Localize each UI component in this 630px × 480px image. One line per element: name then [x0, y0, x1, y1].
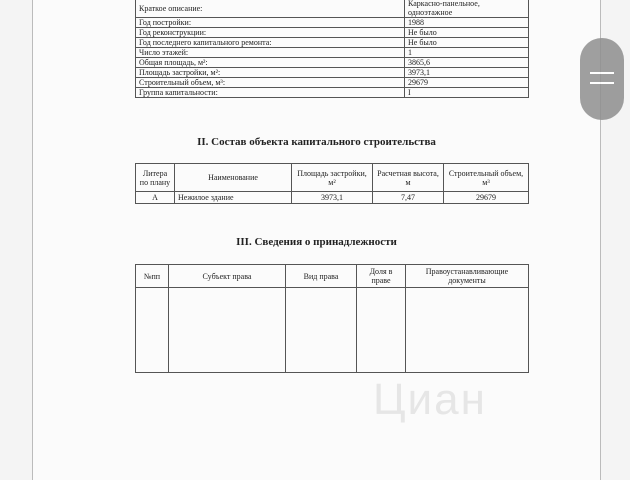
table-row: [136, 192, 529, 204]
row-label: Площадь застройки, м²:: [136, 68, 405, 78]
col-header: Строительный объем, м³: [444, 164, 529, 192]
table-row: [136, 18, 529, 28]
row-value: I: [405, 88, 529, 98]
col-header: Наименование: [175, 164, 292, 192]
section-2-title: II. Состав объекта капитального строительства: [197, 136, 436, 148]
table-header-row: [136, 164, 529, 192]
col-header: Вид права: [286, 265, 357, 288]
cell: [169, 288, 286, 373]
row-label: Год постройки:: [136, 18, 405, 28]
cell: 3973,1: [292, 192, 373, 204]
menu-icon[interactable]: [580, 38, 624, 120]
table-row: [136, 78, 529, 88]
table-header-row: [136, 265, 529, 288]
cell: Нежилое здание: [175, 192, 292, 204]
row-label: Общая площадь, м²:: [136, 58, 405, 68]
col-header: №пп: [136, 265, 169, 288]
row-value: 29679: [405, 78, 529, 88]
cell: 7,47: [373, 192, 444, 204]
row-label: Год реконструкции:: [136, 28, 405, 38]
cell: [136, 288, 169, 373]
row-value: 1: [405, 48, 529, 58]
row-value: 3973,1: [405, 68, 529, 78]
row-value: Не было: [405, 28, 529, 38]
row-value: 1988: [405, 18, 529, 28]
row-value: 3865,6: [405, 58, 529, 68]
cell: А: [136, 192, 175, 204]
table-row: [136, 0, 529, 18]
cell: [357, 288, 406, 373]
document-page: [32, 0, 601, 480]
col-header: Доля в праве: [357, 265, 406, 288]
cell: [406, 288, 529, 373]
row-value: Каркасно-панельное, одноэтажное: [405, 0, 529, 18]
cell: 29679: [444, 192, 529, 204]
row-label: Краткое описание:: [136, 0, 405, 18]
table-row: [136, 88, 529, 98]
section-3-title: III. Сведения о принадлежности: [236, 236, 397, 248]
table-row: [136, 48, 529, 58]
cell: [286, 288, 357, 373]
col-header: Площадь застройки, м²: [292, 164, 373, 192]
row-label: Число этажей:: [136, 48, 405, 58]
table-row: [136, 38, 529, 48]
table-row: [136, 58, 529, 68]
table-row: [136, 288, 529, 373]
building-characteristics-table: [135, 0, 529, 98]
watermark: Циан: [373, 375, 487, 424]
row-label: Строительный объем, м³:: [136, 78, 405, 88]
col-header: Литера по плану: [136, 164, 175, 192]
row-value: Не было: [405, 38, 529, 48]
composition-table: [135, 163, 529, 204]
col-header: Правоустанавливающие документы: [406, 265, 529, 288]
row-label: Группа капитальности:: [136, 88, 405, 98]
col-header: Субъект права: [169, 265, 286, 288]
col-header: Расчетная высота, м: [373, 164, 444, 192]
table-row: [136, 68, 529, 78]
row-label: Год последнего капитального ремонта:: [136, 38, 405, 48]
ownership-table: [135, 264, 529, 373]
table-row: [136, 28, 529, 38]
